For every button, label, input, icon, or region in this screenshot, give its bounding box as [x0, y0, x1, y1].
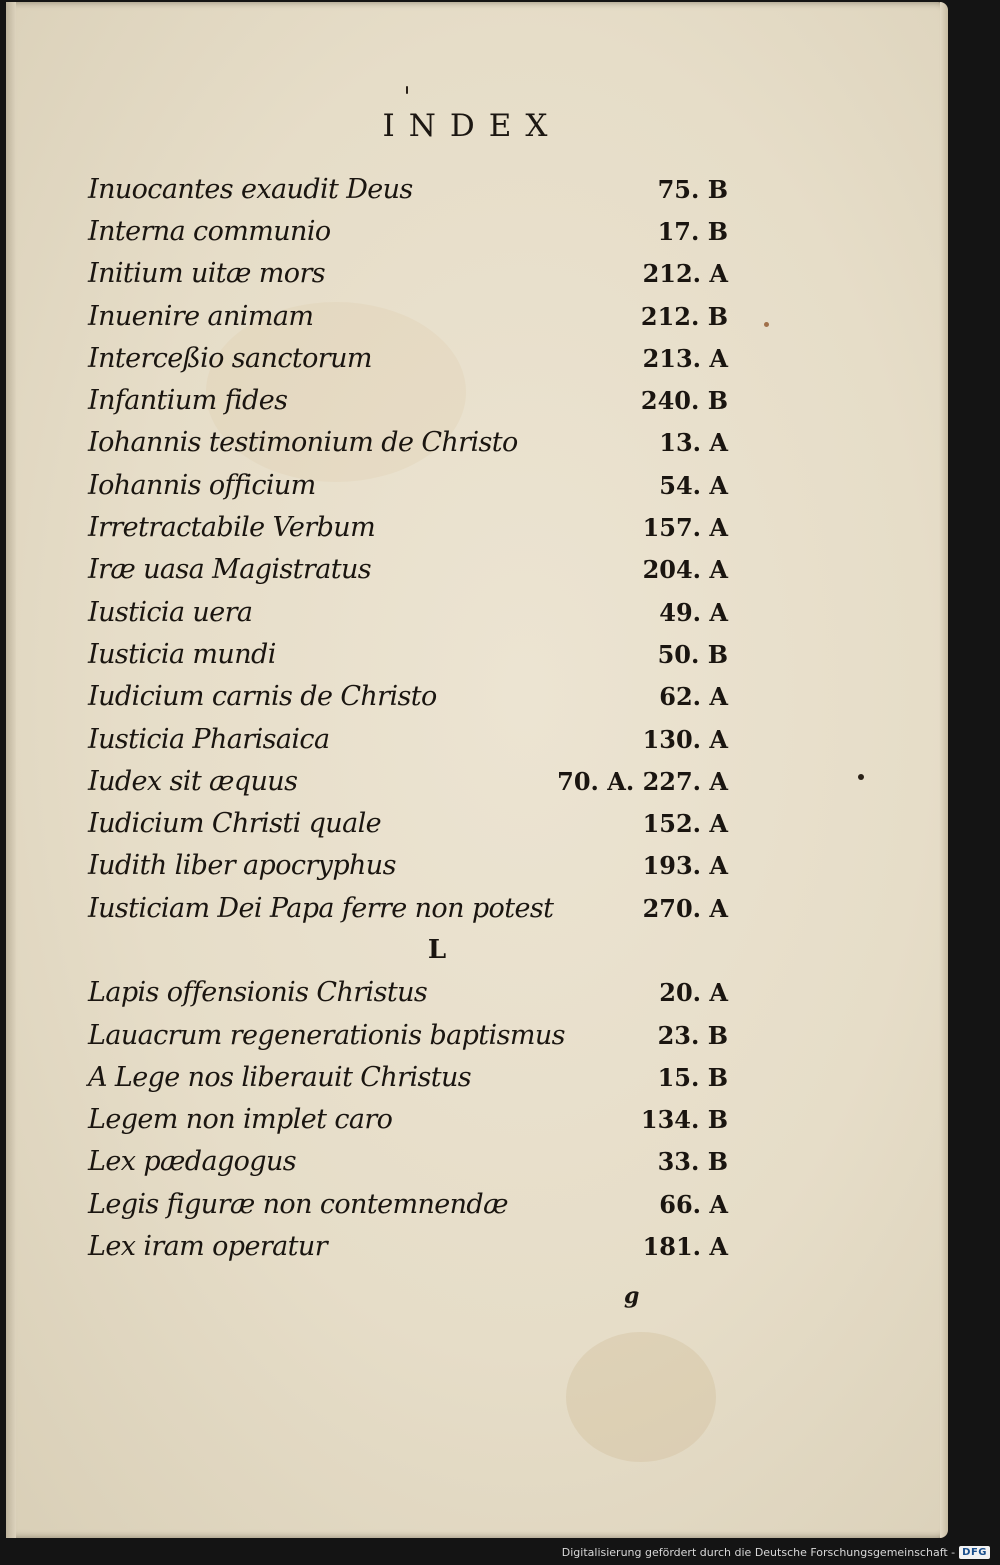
dfg-logo: DFG [959, 1546, 990, 1559]
index-entry [88, 1056, 728, 1098]
entry-reference: 62. A [659, 682, 728, 712]
entry-reference: 50. B [657, 639, 728, 669]
page-stain [566, 1332, 716, 1462]
entry-term: Lex pædagogus [88, 1146, 297, 1178]
entry-term: Lapis offensionis Christus [88, 977, 428, 1009]
entry-term: Iusticiam Dei Papa ferre non potest [88, 892, 554, 924]
signature-mark: g [624, 1283, 640, 1309]
entry-term: Inuocantes exaudit Deus [88, 173, 413, 205]
entry-term: Lex iram operatur [88, 1231, 328, 1263]
entry-reference: 157. A [642, 513, 728, 543]
entry-reference: 134. B [640, 1105, 728, 1135]
entry-term: Irretractabile Verbum [88, 512, 376, 544]
entry-reference: 49. A [659, 597, 728, 627]
entry-reference: 75. B [657, 174, 728, 204]
index-entry [88, 464, 728, 506]
index-entry [88, 1099, 728, 1141]
ink-speck [858, 774, 864, 780]
index-entry [88, 802, 728, 844]
entry-reference: 54. A [659, 470, 728, 500]
entry-reference: 13. A [659, 428, 728, 458]
index-entry [88, 506, 728, 548]
entry-reference: 212. B [640, 301, 728, 331]
entry-term: Inuenire animam [88, 300, 314, 332]
entry-term: Infantium fides [88, 385, 288, 417]
index-entry [88, 379, 728, 421]
index-entry [88, 168, 728, 210]
entry-term: Iudicium Christi quale [88, 808, 382, 840]
entry-reference: 213. A [642, 343, 728, 373]
entry-term: Initium uitæ mors [88, 258, 326, 290]
entry-term: Iræ uasa Magistratus [88, 554, 372, 586]
section-heading [88, 929, 728, 971]
index-entry [88, 591, 728, 633]
index-entry [88, 210, 728, 252]
index-entry [88, 676, 728, 718]
index-entry [88, 1225, 728, 1267]
index-entry [88, 972, 728, 1014]
entry-reference: 204. A [642, 555, 728, 585]
entry-reference: 15. B [657, 1062, 728, 1092]
section-letter: L [427, 935, 447, 966]
index-entry [88, 422, 728, 464]
entry-term: Iusticia mundi [88, 638, 276, 670]
entry-term: Iohannis testimonium de Christo [88, 427, 518, 459]
entry-term: Interceßio sanctorum [88, 342, 372, 374]
running-header [0, 108, 942, 144]
index-entry [88, 1141, 728, 1183]
entry-reference: 240. B [640, 386, 728, 416]
entry-term: Legem non implet caro [88, 1104, 393, 1136]
entry-reference: 33. B [657, 1147, 728, 1177]
index-entry [88, 253, 728, 295]
entry-term: Iudex sit æquus [88, 765, 298, 797]
index-entry [88, 1183, 728, 1225]
entry-term: Lauacrum regenerationis baptismus [88, 1019, 565, 1051]
index-entry [88, 337, 728, 379]
entry-reference: 193. A [642, 851, 728, 881]
entry-term: Iohannis officium [88, 469, 316, 501]
entry-reference: 270. A [642, 893, 728, 923]
entry-reference: 23. B [657, 1020, 728, 1050]
entry-term: Iudith liber apocryphus [88, 850, 396, 882]
ink-speck [764, 322, 769, 327]
page-title: INDEX [382, 108, 562, 144]
entry-reference: 66. A [659, 1189, 728, 1219]
entry-reference: 17. B [657, 216, 728, 246]
index-entry [88, 887, 728, 929]
index-entry [88, 549, 728, 591]
index-entry [88, 633, 728, 675]
entry-term: Iusticia uera [88, 596, 253, 628]
entry-reference: 130. A [642, 724, 728, 754]
index-entry [88, 1014, 728, 1056]
entry-reference: 181. A [642, 1232, 728, 1262]
entry-term: Iudicium carnis de Christo [88, 681, 437, 713]
index-entries [88, 168, 728, 1268]
ink-speck [406, 86, 408, 94]
entry-reference: 70. A. 227. A [557, 766, 728, 796]
entry-term: Interna communio [88, 215, 331, 247]
entry-term: A Lege nos liberauit Christus [88, 1061, 472, 1093]
entry-reference: 20. A [659, 978, 728, 1008]
footer-credit: Digitalisierung gefördert durch die Deutsche Forschungsgemeinschaft - [561, 1545, 956, 1559]
entry-term: Iusticia Pharisaica [88, 723, 330, 755]
entry-term: Legis figuræ non contemnendæ [88, 1188, 508, 1220]
index-entry [88, 295, 728, 337]
digitization-footer [562, 1543, 990, 1561]
entry-reference: 152. A [642, 809, 728, 839]
index-entry [88, 760, 728, 802]
index-entry [88, 845, 728, 887]
page-fore-edge [940, 2, 948, 1538]
index-entry [88, 718, 728, 760]
page-gutter [6, 2, 16, 1538]
entry-reference: 212. A [642, 259, 728, 289]
